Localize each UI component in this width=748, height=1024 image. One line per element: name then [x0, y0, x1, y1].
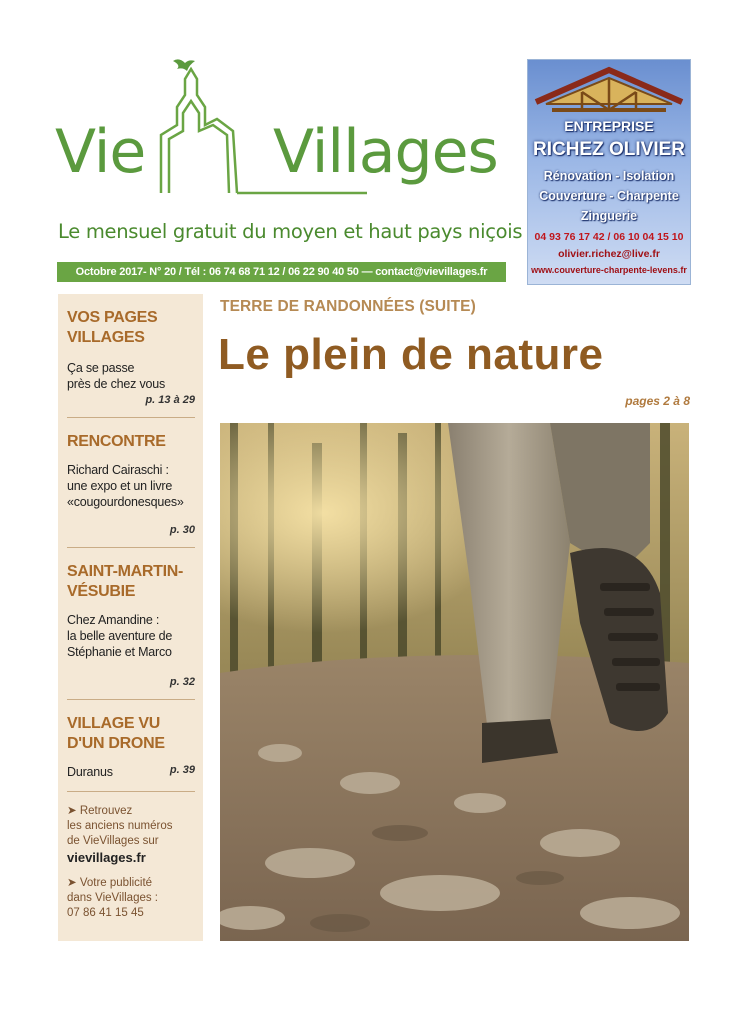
sidebar-divider: [67, 791, 195, 792]
logo-word-vie: Vie: [55, 117, 146, 187]
advertisement[interactable]: [527, 59, 691, 285]
vievillages-logo: [55, 55, 515, 205]
sidebar-divider: [67, 547, 195, 548]
ad-company-name: RICHEZ OLIVIER: [532, 139, 685, 160]
sidebar-text: la belle aventure de: [67, 629, 173, 643]
sidebar-text: Chez Amandine :: [67, 613, 160, 627]
logo-word-villages: Villages: [273, 117, 498, 187]
sidebar-text: Ça se passe: [67, 361, 135, 375]
sidebar-heading: VOS PAGES: [67, 309, 158, 326]
sidebar-footer-text: dans VieVillages :: [67, 892, 159, 904]
sidebar-text: près de chez vous: [67, 377, 166, 391]
hiking-boot-photo: [220, 423, 689, 941]
sidebar-contents: [58, 294, 203, 941]
ad-service-2: Couverture - Charpente: [539, 189, 679, 203]
ad-phone: 04 93 76 17 42 / 06 10 04 15 10: [534, 231, 684, 243]
sidebar-footer-phone: 07 86 41 15 45: [67, 907, 144, 919]
sidebar-page-ref[interactable]: p. 30: [169, 524, 195, 536]
ad-line-enterprise: ENTREPRISE: [564, 118, 654, 134]
sidebar-page-ref[interactable]: p. 13 à 29: [145, 394, 195, 406]
sidebar-page-ref[interactable]: p. 32: [169, 676, 195, 688]
ad-service-1: Rénovation - Isolation: [543, 169, 675, 183]
sidebar-heading: SAINT-MARTIN-: [67, 563, 184, 580]
sidebar-heading: VILLAGES: [67, 329, 145, 346]
sidebar-page-ref[interactable]: p. 39: [169, 764, 195, 776]
sidebar-footer-text: ➤ Votre publicité: [67, 877, 153, 889]
sidebar-footer-text: ➤ Retrouvez: [67, 805, 133, 817]
article-pages-ref[interactable]: pages 2 à 8: [625, 394, 690, 408]
contact-bar: Octobre 2017- N° 20 / Tél : 06 74 68 71 12 / 06 22 90 40 50 — contact@vievillages.fr: [57, 262, 506, 282]
sidebar-footer-text: de VieVillages sur: [67, 835, 159, 847]
website-link[interactable]: vievillages.fr: [67, 850, 146, 865]
article-headline: Le plein de nature: [218, 330, 604, 379]
sidebar-footer-text: les anciens numéros: [67, 820, 173, 832]
sidebar-divider: [67, 699, 195, 700]
ad-email[interactable]: olivier.richez@live.fr: [558, 248, 660, 260]
sidebar-heading: VÉSUBIE: [67, 583, 136, 600]
article-kicker: TERRE DE RANDONNÉES (SUITE): [220, 298, 476, 315]
roof-frame-icon: [532, 66, 686, 116]
sidebar-text: Duranus: [67, 765, 113, 779]
sidebar-text: Stéphanie et Marco: [67, 645, 172, 659]
ad-website[interactable]: www.couverture-charpente-levens.fr: [531, 265, 687, 275]
ad-service-3: Zinguerie: [580, 209, 638, 223]
tagline: Le mensuel gratuit du moyen et haut pays niçois: [58, 220, 523, 243]
sidebar-text: une expo et un livre: [67, 479, 173, 493]
sidebar-divider: [67, 417, 195, 418]
sidebar-heading: VILLAGE VU: [67, 715, 161, 732]
sidebar-text: «cougourdonesques»: [67, 495, 184, 509]
sidebar-heading: D'UN DRONE: [67, 735, 165, 752]
sidebar-text: Richard Cairaschi :: [67, 463, 169, 477]
sidebar-heading: RENCONTRE: [67, 433, 166, 450]
